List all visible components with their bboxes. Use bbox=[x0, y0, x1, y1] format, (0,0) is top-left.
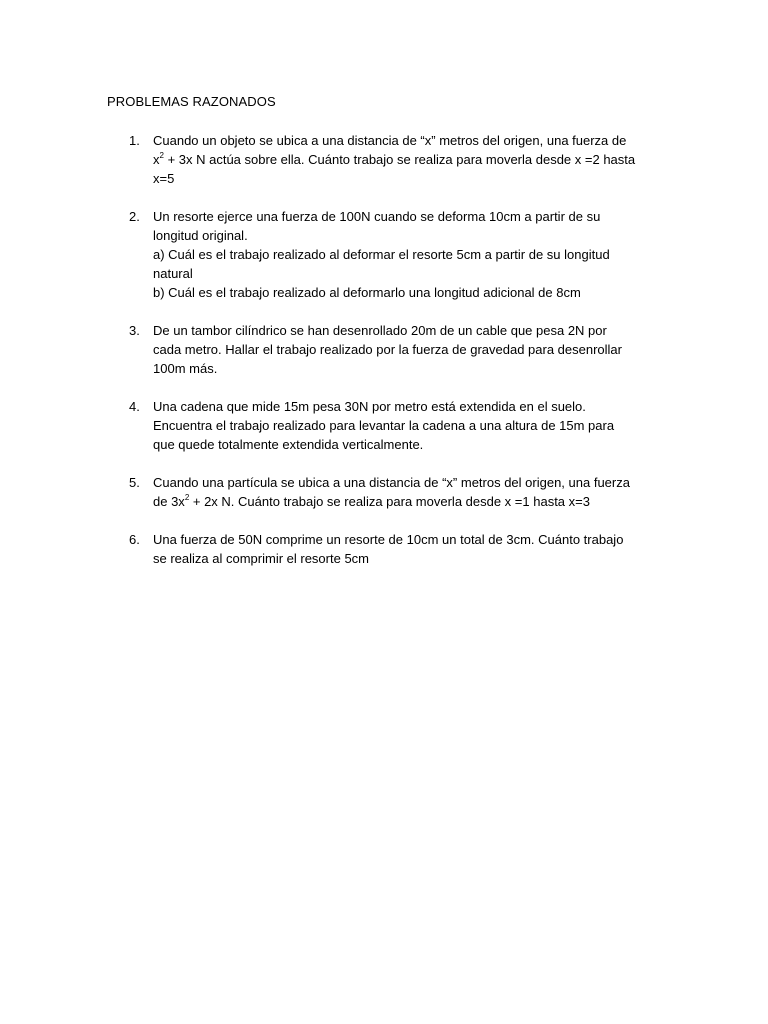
problem-item-2 bbox=[107, 207, 667, 302]
formula-base: x bbox=[153, 152, 160, 167]
problem-line: Encuentra el trabajo realizado para levantar la cadena a una altura de 15m para bbox=[153, 418, 615, 433]
problem-line: longitud original. bbox=[153, 228, 248, 243]
problem-number: 6. bbox=[129, 532, 140, 547]
formula-base: de 3x bbox=[153, 494, 185, 509]
problem-line: Una fuerza de 50N comprime un resorte de 10cm un total de 3cm. Cuánto trabajo bbox=[153, 532, 624, 547]
problem-text bbox=[153, 131, 667, 188]
problem-line bbox=[153, 492, 667, 511]
problem-line: Una cadena que mide 15m pesa 30N por metro está extendida en el suelo. bbox=[153, 399, 586, 414]
formula-exponent: 2 bbox=[159, 150, 164, 160]
problem-number: 3. bbox=[129, 323, 140, 338]
problem-line: se realiza al comprimir el resorte 5cm bbox=[153, 551, 370, 566]
problem-text bbox=[153, 321, 667, 378]
problem-line: x=5 bbox=[153, 171, 175, 186]
problem-text bbox=[153, 530, 667, 568]
problem-text bbox=[153, 397, 667, 454]
problem-number: 4. bbox=[129, 399, 140, 414]
problem-item-4 bbox=[107, 397, 667, 454]
problem-item-3 bbox=[107, 321, 667, 378]
problem-line: Cuando una partícula se ubica a una distancia de “x” metros del origen, una fuerza bbox=[153, 475, 630, 490]
problem-item-1 bbox=[107, 131, 667, 188]
formula-rest: + 2x N. Cuánto trabajo se realiza para moverla desde x =1 hasta x=3 bbox=[189, 494, 590, 509]
problem-number: 1. bbox=[129, 133, 140, 148]
problem-line: a) Cuál es el trabajo realizado al deformar el resorte 5cm a partir de su longitud bbox=[153, 247, 610, 262]
problem-number: 5. bbox=[129, 475, 140, 490]
problem-line: b) Cuál es el trabajo realizado al deformarlo una longitud adicional de 8cm bbox=[153, 285, 581, 300]
problem-line: Cuando un objeto se ubica a una distancia de “x” metros del origen, una fuerza de bbox=[153, 133, 627, 148]
problem-line: 100m más. bbox=[153, 361, 218, 376]
formula-exponent: 2 bbox=[184, 492, 190, 502]
problem-line: cada metro. Hallar el trabajo realizado por la fuerza de gravedad para desenrollar bbox=[153, 342, 622, 357]
document-title: PROBLEMAS RAZONADOS bbox=[107, 94, 276, 109]
problem-item-6 bbox=[107, 530, 667, 568]
problem-line: De un tambor cilíndrico se han desenrollado 20m de un cable que pesa 2N por bbox=[153, 323, 607, 338]
formula-rest: + 3x N actúa sobre ella. Cuánto trabajo se realiza para moverla desde x =2 hasta bbox=[163, 152, 636, 167]
problem-text bbox=[153, 207, 667, 302]
problem-line: que quede totalmente extendida verticalmente. bbox=[153, 437, 424, 452]
problem-line: Un resorte ejerce una fuerza de 100N cuando se deforma 10cm a partir de su bbox=[153, 209, 601, 224]
problem-number: 2. bbox=[129, 209, 140, 224]
problem-item-5 bbox=[107, 473, 667, 511]
problem-text bbox=[153, 473, 667, 511]
problem-line bbox=[153, 150, 667, 169]
problem-line: natural bbox=[153, 266, 193, 281]
problem-list bbox=[107, 131, 667, 587]
